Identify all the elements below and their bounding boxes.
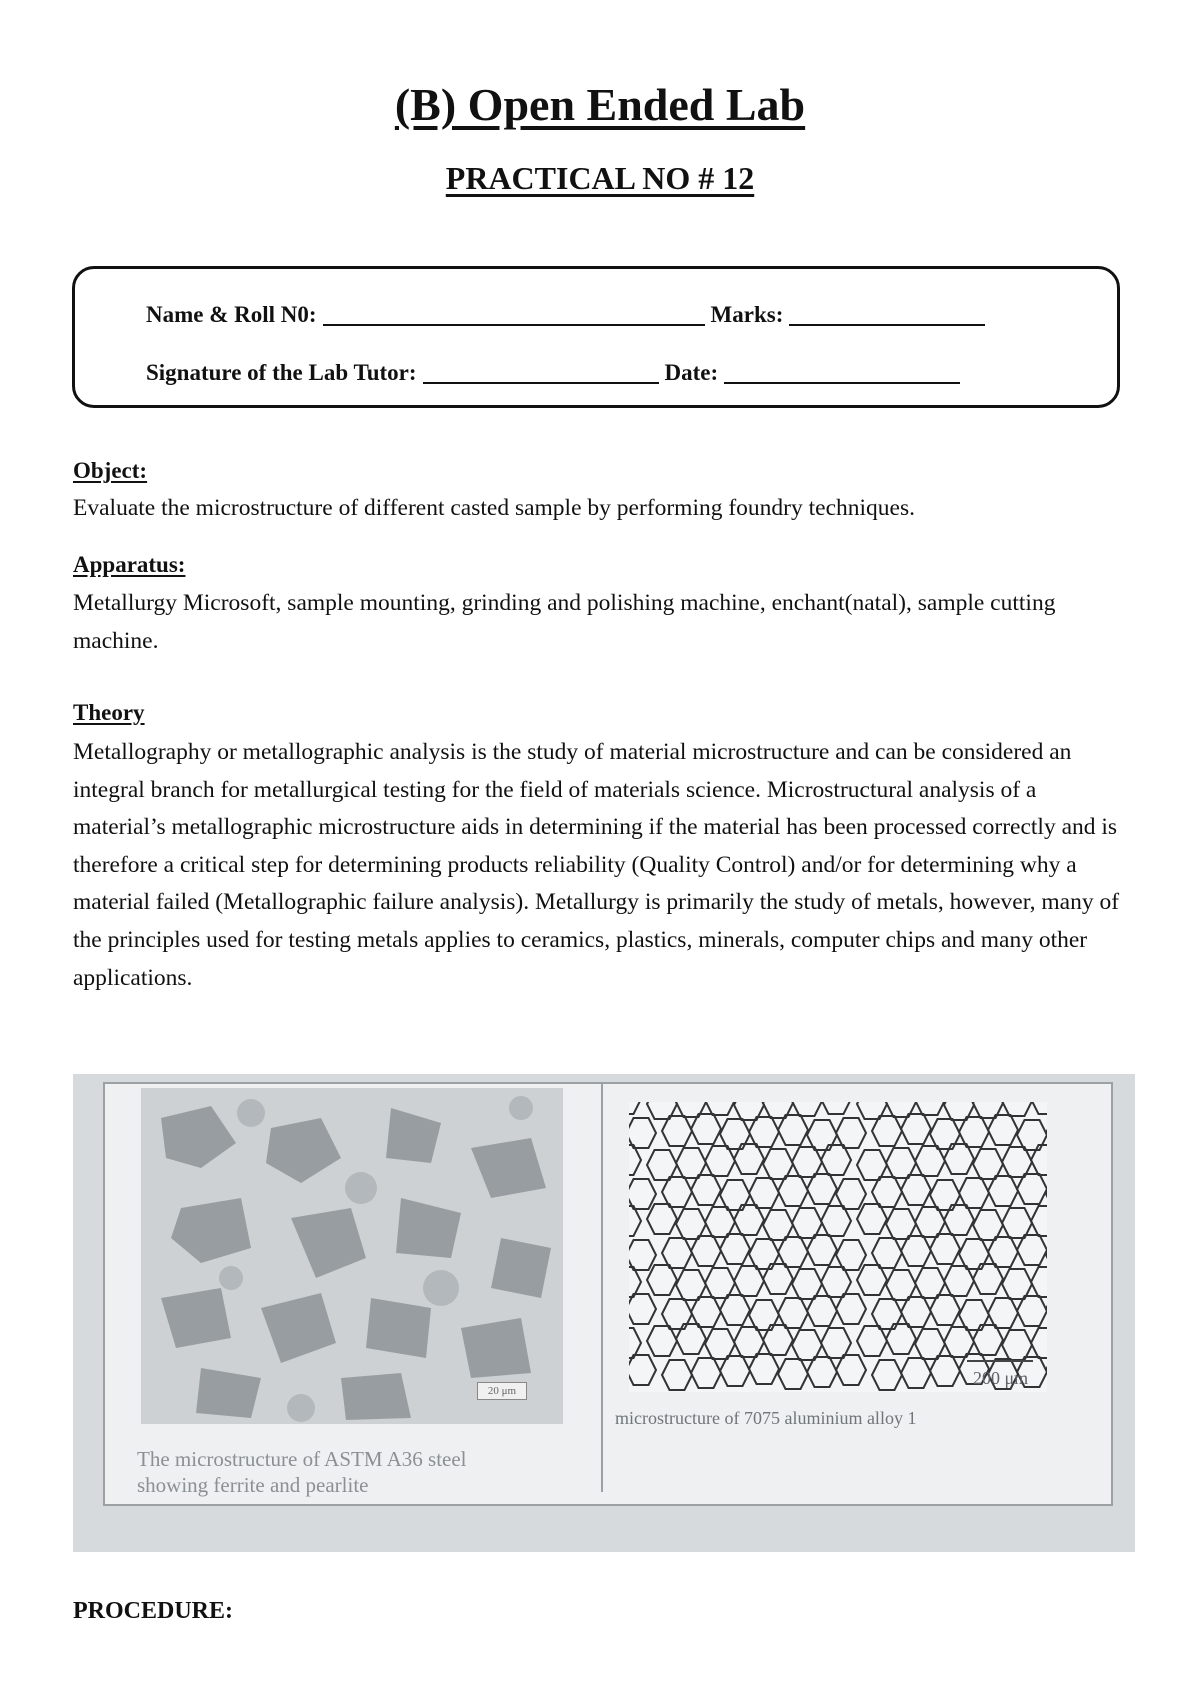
theory-heading: Theory xyxy=(73,700,145,725)
apparatus-heading: Apparatus: xyxy=(73,552,186,577)
figure-divider xyxy=(601,1082,603,1492)
signature-label: Signature of the Lab Tutor: xyxy=(146,360,417,385)
name-roll-blank xyxy=(323,302,705,326)
name-roll-label: Name & Roll N0: xyxy=(146,302,317,327)
microstructure-figure xyxy=(73,1074,1135,1552)
steel-micrograph-image xyxy=(141,1088,563,1424)
apparatus-text: Metallurgy Microsoft, sample mounting, grinding and polishing machine, enchant(natal), sample cutting machine. xyxy=(73,590,1056,654)
steel-caption xyxy=(137,1446,467,1498)
marks-label: Marks: xyxy=(710,302,784,327)
theory-text: Metallography or metallographic analysis is the study of material microstructure and can be considered an integral branch for metallurgical testing for the field of materials science. Microstructural analysis of a material’s metallographic microstructure aids in determining if the material has been processed correctly and is therefore a critical step for determining products reliability (Quality Control) and/or for determining why a material failed (Metallographic failure analysis). Metallurgy is primarily the study of metals, however, many of the principles used for testing metals applies to ceramics, plastics, minerals, computer chips and many other applications. xyxy=(73,739,1120,991)
steel-caption-line-2: showing ferrite and pearlite xyxy=(137,1473,369,1497)
date-label: Date: xyxy=(664,360,719,385)
info-row-signature-date xyxy=(146,360,966,386)
info-row-name-marks xyxy=(146,302,991,328)
practical-number: PRACTICAL NO # 12 xyxy=(445,160,755,196)
steel-scale-bar: 20 μm xyxy=(477,1382,527,1400)
signature-blank xyxy=(423,360,659,384)
aluminium-caption: microstructure of 7075 aluminium alloy 1 xyxy=(615,1408,917,1428)
aluminium-scale-line xyxy=(967,1360,1033,1362)
aluminium-scale-label: 200 μm xyxy=(973,1368,1029,1388)
object-heading: Object: xyxy=(73,458,148,483)
object-text: Evaluate the microstructure of different casted sample by performing foundry techniques. xyxy=(73,495,916,521)
info-box xyxy=(72,266,1120,408)
procedure-heading: PROCEDURE: xyxy=(73,1598,233,1624)
page-title: (B) Open Ended Lab xyxy=(394,79,806,130)
aluminium-micrograph-image xyxy=(629,1102,1047,1392)
date-blank xyxy=(724,360,960,384)
marks-blank xyxy=(789,302,985,326)
steel-caption-line-1: The microstructure of ASTM A36 steel xyxy=(137,1447,467,1471)
